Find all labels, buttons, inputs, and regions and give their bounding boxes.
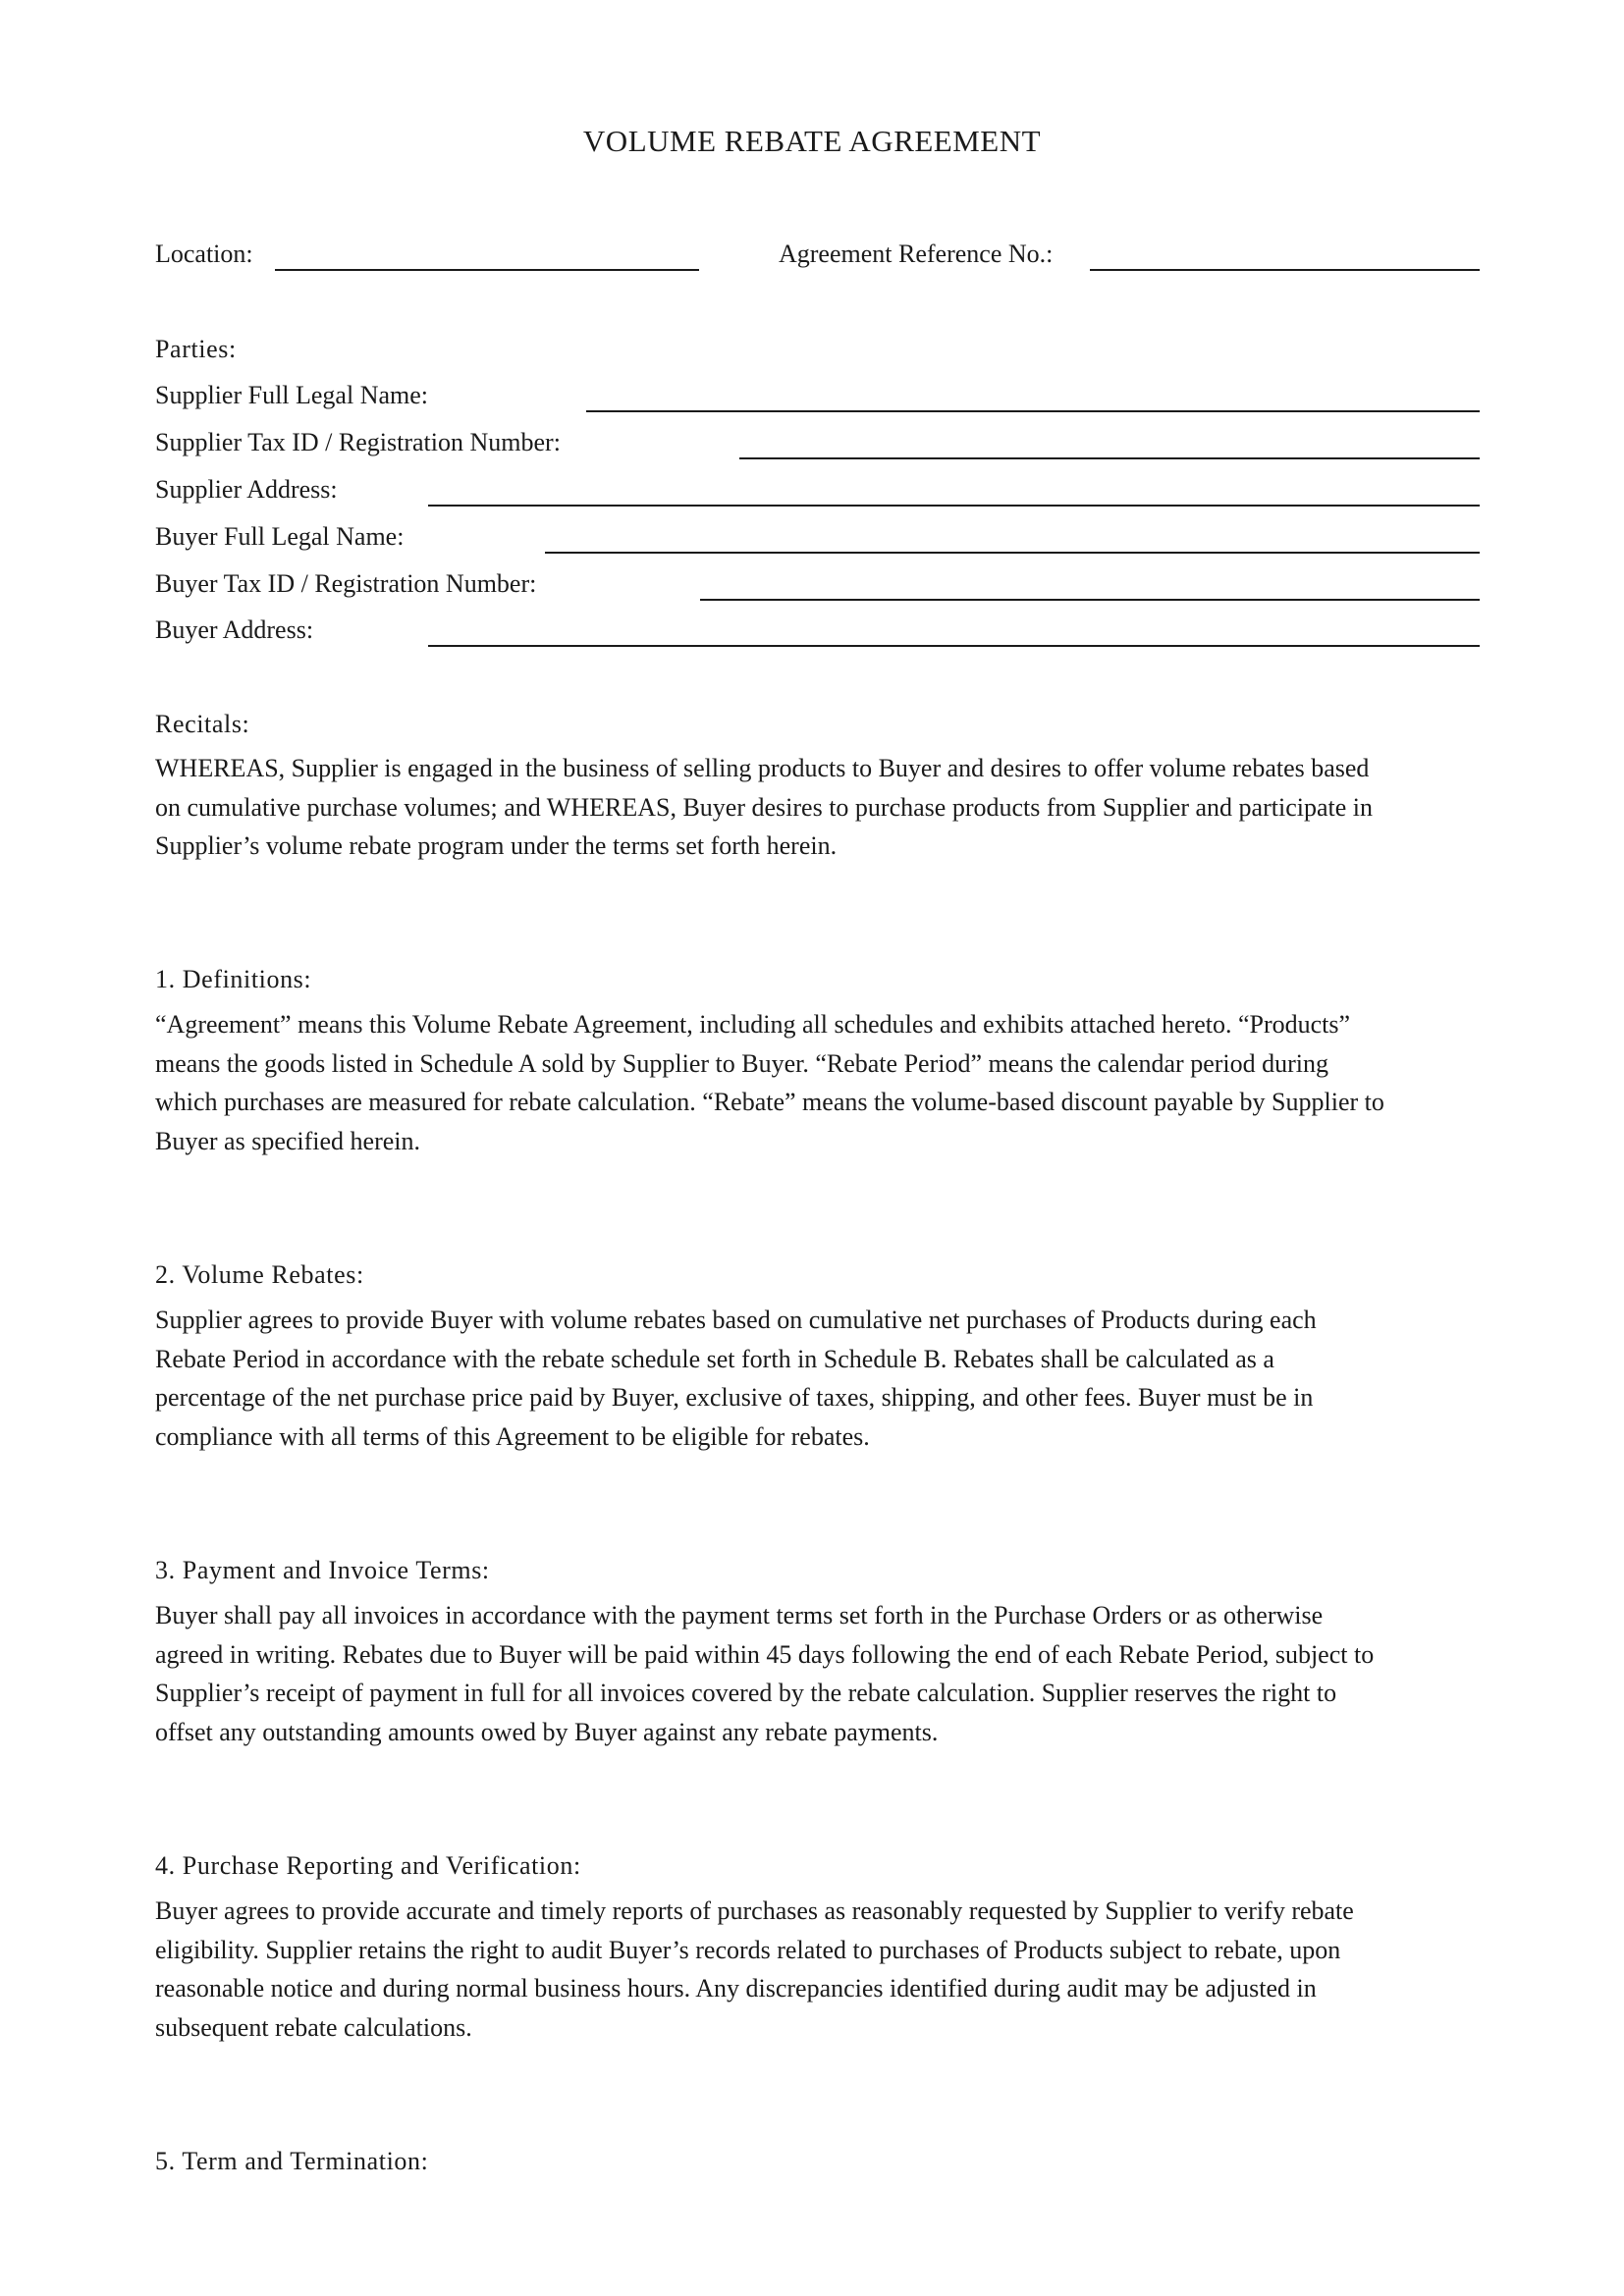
section-2-body	[155, 1301, 1481, 1456]
section-line: compliance with all terms of this Agreement to be eligible for rebates.	[155, 1421, 870, 1451]
section-2-heading: 2. Volume Rebates:	[155, 1260, 364, 1289]
buyer-name-field[interactable]	[545, 552, 1480, 554]
section-line: eligibility. Supplier retains the right to audit Buyer’s records related to purchases of Products subject to rebate, upon	[155, 1935, 1341, 1964]
buyer-taxid-label: Buyer Tax ID / Registration Number:	[155, 569, 537, 598]
section-1-heading: 1. Definitions:	[155, 965, 312, 993]
reference-label: Agreement Reference No.:	[779, 240, 1054, 268]
section-line: Rebate Period in accordance with the rebate schedule set forth in Schedule B. Rebates shall be calculated as a	[155, 1344, 1274, 1373]
document-title: VOLUME REBATE AGREEMENT	[582, 124, 1042, 158]
section-4-heading: 4. Purchase Reporting and Verification:	[155, 1851, 581, 1880]
recitals-line: Supplier’s volume rebate program under the terms set forth herein.	[155, 831, 838, 860]
buyer-taxid-field[interactable]	[700, 599, 1480, 601]
reference-field[interactable]	[1090, 269, 1480, 271]
buyer-address-field[interactable]	[428, 645, 1480, 647]
section-line: agreed in writing. Rebates due to Buyer will be paid within 45 days following the end of each Rebate Period, subject to	[155, 1639, 1375, 1669]
supplier-name-label: Supplier Full Legal Name:	[155, 381, 429, 409]
section-line: offset any outstanding amounts owed by Buyer against any rebate payments.	[155, 1717, 939, 1746]
section-line: means the goods listed in Schedule A sold by Supplier to Buyer. “Rebate Period” means the calendar period during	[155, 1048, 1329, 1078]
buyer-address-label: Buyer Address:	[155, 615, 314, 644]
section-line: Buyer as specified herein.	[155, 1126, 421, 1155]
supplier-name-field[interactable]	[586, 410, 1480, 412]
parties-heading: Parties:	[155, 335, 237, 363]
section-line: subsequent rebate calculations.	[155, 2012, 472, 2042]
section-line: Buyer agrees to provide accurate and timely reports of purchases as reasonably requested by Supplier to verify rebate	[155, 1896, 1354, 1925]
section-5-heading: 5. Term and Termination:	[155, 2147, 429, 2175]
section-line: Buyer shall pay all invoices in accordance with the payment terms set forth in the Purchase Orders or as otherwise	[155, 1601, 1324, 1629]
section-line: Supplier’s receipt of payment in full for all invoices covered by the rebate calculation. Supplier reserves the right to	[155, 1679, 1337, 1707]
recitals-body	[155, 749, 1481, 866]
recitals-line: WHEREAS, Supplier is engaged in the business of selling products to Buyer and desires to offer volume rebates based	[155, 754, 1370, 782]
supplier-address-field[interactable]	[428, 505, 1480, 507]
supplier-taxid-label: Supplier Tax ID / Registration Number:	[155, 428, 561, 456]
section-line: percentage of the net purchase price paid by Buyer, exclusive of taxes, shipping, and other fees. Buyer must be in	[155, 1383, 1314, 1412]
section-line: which purchases are measured for rebate calculation. “Rebate” means the volume-based discount payable by Supplier to	[155, 1088, 1384, 1116]
location-field[interactable]	[275, 269, 699, 271]
section-line: “Agreement” means this Volume Rebate Agreement, including all schedules and exhibits attached hereto. “Products”	[155, 1010, 1351, 1039]
supplier-address-label: Supplier Address:	[155, 475, 338, 504]
location-label: Location:	[155, 240, 253, 268]
section-1-body	[155, 1005, 1481, 1160]
section-line: reasonable notice and during normal business hours. Any discrepancies identified during audit may be adjusted in	[155, 1974, 1317, 2002]
recitals-line: on cumulative purchase volumes; and WHEREAS, Buyer desires to purchase products from Supplier and participate in	[155, 792, 1373, 822]
supplier-taxid-field[interactable]	[739, 457, 1480, 459]
recitals-heading: Recitals:	[155, 710, 250, 738]
section-3-heading: 3. Payment and Invoice Terms:	[155, 1556, 490, 1584]
section-4-body	[155, 1892, 1481, 2047]
section-3-body	[155, 1596, 1481, 1751]
buyer-name-label: Buyer Full Legal Name:	[155, 522, 405, 551]
section-line: Supplier agrees to provide Buyer with volume rebates based on cumulative net purchases of Products during each	[155, 1306, 1317, 1334]
